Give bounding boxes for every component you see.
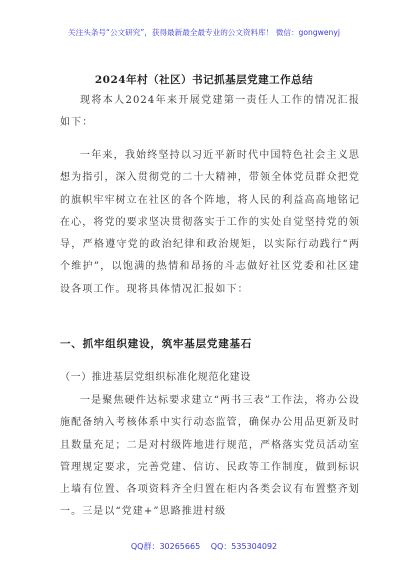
body-paragraph-2: 一是聚焦硬件达标要求建立“两书三表”工作法，将办公设施配备纳入考核体系中实行动态监管，确保办公用品更新及时且数量充足；二是对村级阵地进行规范，严格落实党员活动室管理规定要求，完善党建、信访、民政等工作制度，做到标识上墙有位置、各项资料齐全归置在柜内各类会议有布置整齐划一。三是以“党建+”思路推进村级 bbox=[60, 395, 360, 518]
section-heading-1: 一、抓牢组织建设，筑牢基层党建基石 bbox=[60, 338, 253, 350]
body-paragraph-1: 一年来，我始终坚持以习近平新时代中国特色社会主义思想为指引，深入贯彻党的二十大精神，带领全体党员群众把党的旗帜牢牢树立在社区的各个阵地，将人民的利益高高地铭记在心，将党的要求坚决贯彻落实于工作的实处自觉坚持党的领导，严格遵守党的政治纪律和政治规矩，以实际行动践行“两个维护”，以饱满的热情和昂扬的斗志做好社区党委和社区建设各项工作。现将具体情况汇报如下： bbox=[60, 150, 360, 295]
footer-contact bbox=[0, 541, 408, 552]
intro-paragraph: 现将本人2024年来开展党建第一责任人工作的情况汇报如下： bbox=[60, 95, 360, 129]
header-banner: 关注头条号“公文研究”，获得最新最全最专业的公文资料库！ 微信：gongwenyj bbox=[68, 28, 340, 37]
document-title: 2024年村（社区）书记抓基层党建工作总结 bbox=[94, 74, 314, 86]
footer-qq: QQ：535304092 bbox=[210, 542, 278, 551]
subsection-heading-1: （一）推进基层党组织标准化规范化建设 bbox=[60, 372, 251, 383]
footer-qq-group: QQ群：30265665 bbox=[130, 542, 201, 551]
